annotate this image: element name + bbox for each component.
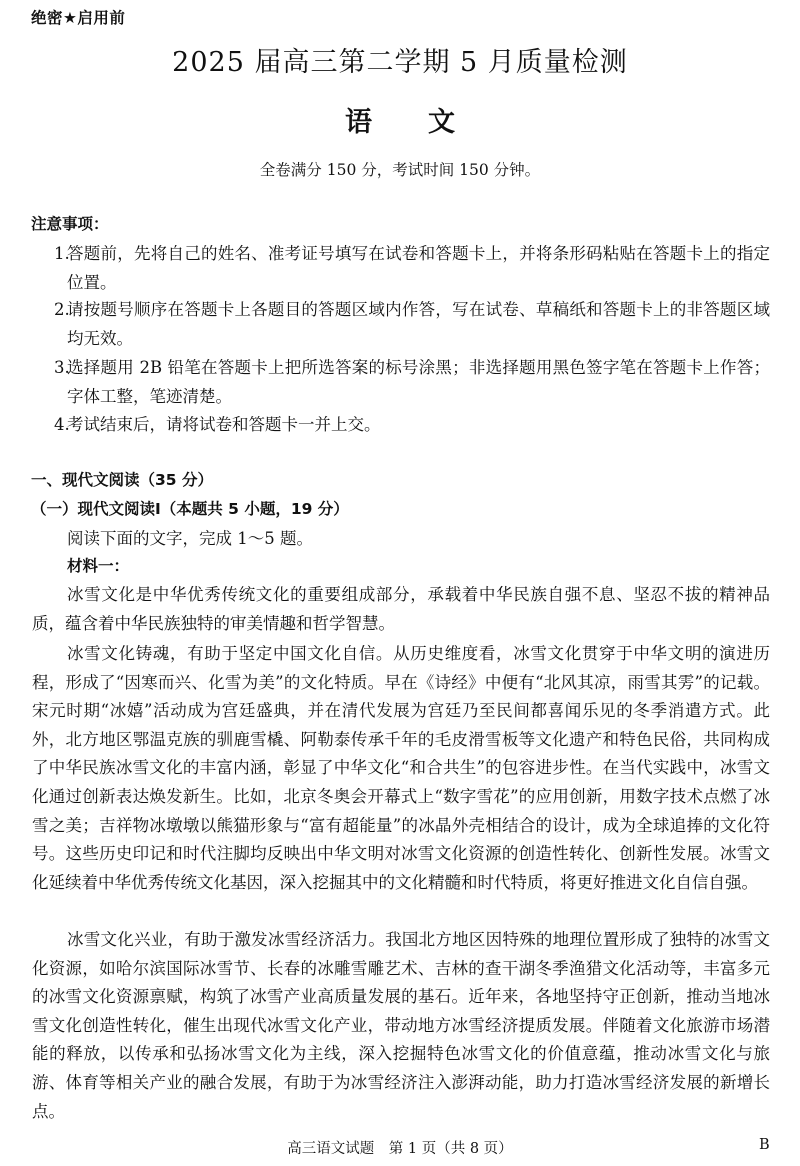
notice-number: 3.	[54, 358, 70, 377]
notice-item	[54, 240, 770, 297]
notice-text: 考试结束后，请将试卷和答题卡一并上交。	[67, 415, 381, 434]
part-heading: 一、现代文阅读（35 分）	[31, 471, 213, 489]
notice-item	[54, 354, 770, 411]
material-label: 材料一：	[67, 557, 130, 575]
notices-heading: 注意事项：	[31, 215, 109, 233]
paragraph: 冰雪文化兴业，有助于激发冰雪经济活力。我国北方地区因特殊的地理位置形成了独特的冰雪文化资源，如哈尔滨国际冰雪节、长春的冰雕雪雕艺术、吉林的查干湖冬季渔猎文化活动等，丰富多元的冰雪文化资源禀赋，构筑了冰雪产业高质量发展的基石。近年来，各地坚持守正创新，推动当地冰雪文化创造性转化，催生出现代冰雪文化产业，带动地方冰雪经济提质发展。伴随着文化旅游市场潜能的释放，以传承和弘扬冰雪文化为主线，深入挖掘特色冰雪文化的价值意蕴，推动冰雪文化与旅游、体育等相关产业的融合发展，有助于为冰雪经济注入澎湃动能，助力打造冰雪经济发展的新增长点。	[32, 930, 770, 1121]
notice-text: 选择题用 2B 铅笔在答题卡上把所选答案的标号涂黑；非选择题用黑色签字笔在答题卡上作答；字体工整，笔迹清楚。	[67, 358, 770, 406]
reading-instruction: 阅读下面的文字，完成 1～5 题。	[67, 529, 313, 548]
sub-section-heading: （一）现代文阅读Ⅰ（本题共 5 小题，19 分）	[31, 500, 349, 518]
paragraph: 冰雪文化铸魂，有助于坚定中国文化自信。从历史维度看，冰雪文化贯穿于中华文明的演进历程，形成了“因寒而兴、化雪为美”的文化特质。早在《诗经》中便有“北风其凉，雨雪其雱”的记载。宋元时期“冰嬉”活动成为宫廷盛典，并在清代发展为宫廷乃至民间都喜闻乐见的冬季消遣方式。此外，北方地区鄂温克族的驯鹿雪橇、阿勒泰传承千年的毛皮滑雪板等文化遗产和特色民俗，共同构成了中华民族冰雪文化的丰富内涵，彰显了中华文化“和合共生”的包容进步性。在当代实践中，冰雪文化通过创新表达焕发新生。比如，北京冬奥会开幕式上“数字雪花”的应用创新，用数字技术点燃了冰雪之美；吉祥物冰墩墩以熊猫形象与“富有超能量”的冰晶外壳相结合的设计，成为全球追捧的文化符号。这些历史印记和时代注脚均反映出中华文明对冰雪文化资源的创造性转化、创新性发展。冰雪文化延续着中华优秀传统文化基因，深入挖掘其中的文化精髓和时代特质，将更好推进文化自信自强。	[32, 644, 770, 892]
page-footer: 高三语文试题 第 1 页（共 8 页）	[287, 1141, 513, 1157]
paper-code: B	[759, 1137, 770, 1153]
notice-number: 2.	[54, 300, 70, 319]
paragraph: 冰雪文化是中华优秀传统文化的重要组成部分，承载着中华民族自强不息、坚忍不拔的精神品质，蕴含着中华民族独特的审美情趣和哲学智慧。	[32, 585, 770, 633]
confidential-label: 绝密★启用前	[31, 9, 126, 27]
notice-number: 4.	[54, 415, 70, 434]
notice-item	[54, 296, 770, 353]
notice-text: 答题前，先将自己的姓名、准考证号填写在试卷和答题卡上，并将条形码粘贴在答题卡上的指定位置。	[67, 244, 770, 292]
notice-number: 1.	[54, 244, 70, 263]
notice-text: 请按题号顺序在答题卡上各题目的答题区域内作答，写在试卷、草稿纸和答题卡上的非答题区域均无效。	[67, 300, 770, 348]
subject-title: 语文	[345, 107, 511, 138]
notice-item	[54, 411, 770, 440]
exam-meta: 全卷满分 150 分，考试时间 150 分钟。	[259, 161, 541, 179]
exam-title: 2025 届高三第二学期 5 月质量检测	[172, 47, 628, 78]
